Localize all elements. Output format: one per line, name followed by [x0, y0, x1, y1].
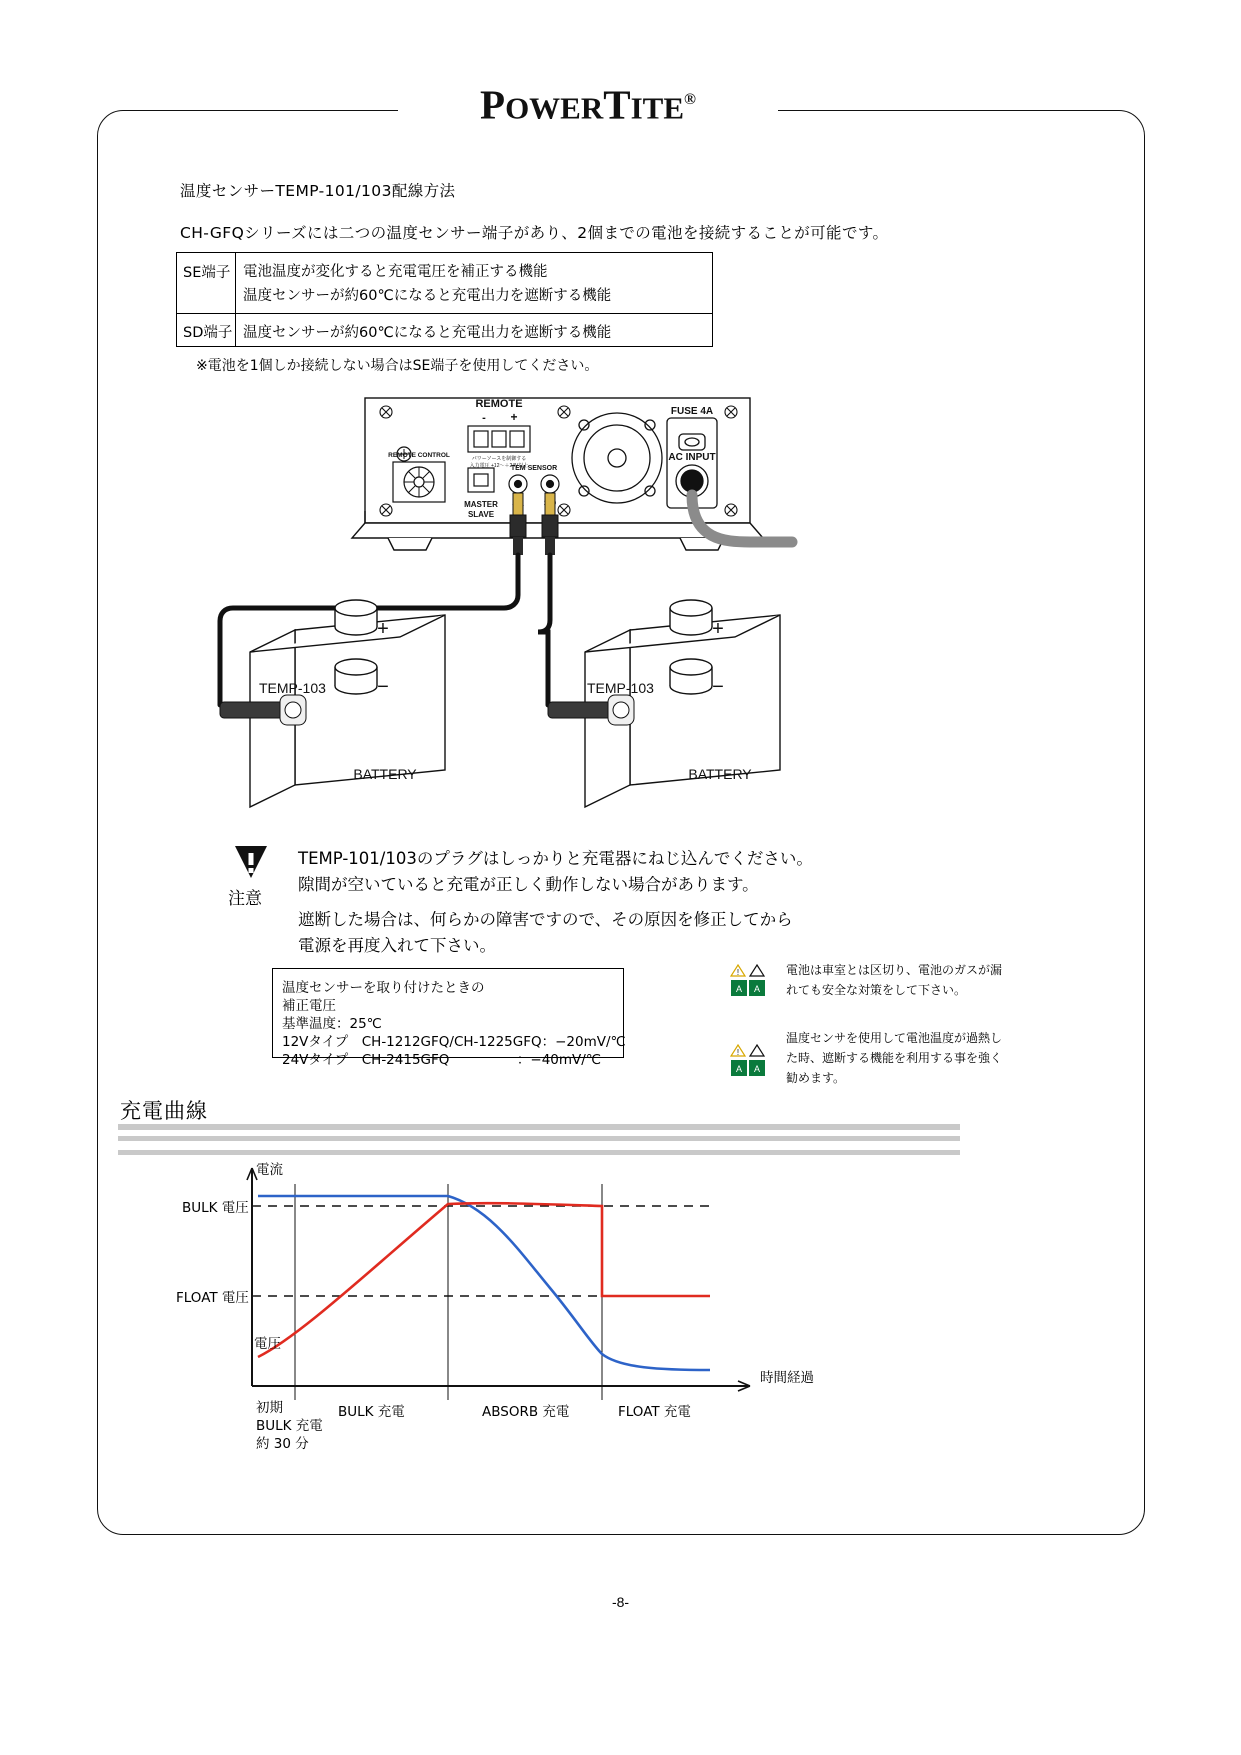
- compensation-voltage-box: [272, 968, 626, 1068]
- chart-axes: [247, 1168, 750, 1391]
- section-rule-2: [118, 1136, 960, 1141]
- warning-1-line-1: 電池は車室とは区切り、電池のガスが漏: [786, 963, 1003, 977]
- remote-plus-label: +: [510, 410, 518, 424]
- chart-float-voltage-label: FLOAT 電圧: [176, 1290, 249, 1306]
- warning-overheat-cutoff: [730, 1030, 1020, 1110]
- svg-text:!: !: [736, 968, 740, 977]
- svg-text:A: A: [735, 984, 743, 994]
- battery-right-plus: +: [712, 618, 724, 640]
- caution-label: 注意: [228, 889, 262, 909]
- page-number: -8-: [611, 1594, 630, 1610]
- svg-text:A: A: [735, 1064, 743, 1074]
- table-divider-vertical: [235, 253, 236, 346]
- stage-1-line-2: BULK 充電: [256, 1418, 323, 1434]
- chart-bulk-voltage-label: BULK 電圧: [182, 1200, 249, 1216]
- remote-note-2: 入力電圧 +12～＋24V以上: [469, 463, 529, 469]
- battery-left-minus: −: [377, 676, 389, 698]
- se-terminal-label: SE端子: [183, 265, 231, 281]
- stage-1-line-1: 初期: [256, 1400, 283, 1416]
- battery-left-plus: +: [377, 618, 389, 640]
- stage-4-label: FLOAT 充電: [618, 1404, 691, 1420]
- temp-sensor-left-label: TEMP-103: [259, 680, 326, 696]
- warning-battery-gas: [730, 962, 1010, 1022]
- caution-line-3: 遮断した場合は、何らかの障害ですので、その原因を修正してから: [298, 910, 793, 929]
- svg-text:!: !: [736, 1048, 740, 1057]
- chart-voltage-axis-label: 電圧: [254, 1336, 281, 1352]
- battery-right-label: BATTERY: [688, 766, 752, 782]
- se-terminal-desc-2: 温度センサーが約60℃になると充電出力を遮断する機能: [243, 288, 612, 304]
- comp-line-1: 温度センサーを取り付けたときの: [282, 980, 485, 996]
- single-battery-note: ※電池を1個しか接続しない場合はSE端子を使用してください。: [196, 358, 599, 374]
- temp-sensor-right-label: TEMP-103: [587, 680, 654, 696]
- warning-2-line-1: 温度センサを使用して電池温度が過熱し: [786, 1031, 1003, 1045]
- brand-t: T: [603, 81, 631, 128]
- terminal-table: [176, 252, 713, 347]
- fuse-label: FUSE 4A: [670, 406, 714, 417]
- se-terminal-desc-1: 電池温度が変化すると充電電圧を補正する機能: [243, 264, 548, 280]
- sensor-cable-right: [538, 555, 550, 705]
- brand-logo: [398, 78, 778, 131]
- chart-stage-dividers: [295, 1184, 602, 1400]
- charge-curve-chart: [176, 1160, 890, 1460]
- caution-line-4: 電源を再度入れて下さい。: [298, 936, 496, 955]
- battery-right-minus: −: [712, 676, 724, 698]
- intro-text: CH-GFQシリーズには二つの温度センサー端子があり、2個までの電池を接続することが可能です。: [180, 224, 889, 242]
- table-divider-horizontal: [177, 313, 712, 314]
- stage-1-line-3: 約 30 分: [256, 1436, 309, 1452]
- section-rule-3: [118, 1150, 960, 1155]
- section-rule-1: [118, 1124, 960, 1130]
- sd-terminal-label: SD端子: [183, 325, 233, 341]
- warning-1-line-2: れても安全な対策をして下さい。: [786, 983, 967, 997]
- comp-line-5: 24Vタイプ CH-2415GFQ ：−40mV/℃: [282, 1052, 601, 1068]
- stage-3-label: ABSORB 充電: [482, 1404, 570, 1420]
- brand-p: P: [480, 81, 506, 128]
- slave-label: SLAVE: [467, 510, 495, 519]
- warning-2-line-3: 勧めます。: [786, 1071, 846, 1085]
- remote-control-label: REMOTE CONTROL: [388, 452, 450, 459]
- battery-left-label: BATTERY: [353, 766, 417, 782]
- svg-text:A: A: [753, 1064, 761, 1074]
- remote-minus-label: -: [482, 412, 486, 424]
- stage-2-label: BULK 充電: [338, 1404, 405, 1420]
- svg-text:A: A: [753, 984, 761, 994]
- chart-current-axis-label: 電流: [256, 1162, 283, 1178]
- warning-2-line-2: た時、遮断する機能を利用する事を強く: [786, 1051, 1003, 1065]
- section-heading-wiring: 温度センサーTEMP-101/103配線方法: [180, 182, 456, 200]
- chart-voltage-curve: [258, 1203, 710, 1357]
- warning-symbols-icon: [730, 964, 774, 998]
- caution-line-2: 隙間が空いていると充電が正しく動作しない場合があります。: [298, 875, 759, 894]
- remote-label: REMOTE: [475, 398, 523, 410]
- sd-terminal-desc-1: 温度センサーが約60℃になると充電出力を遮断する機能: [243, 325, 612, 341]
- comp-line-2: 補正電圧: [282, 998, 336, 1014]
- caution-line-1: TEMP-101/103のプラグはしっかりと充電器にねじ込んでください。: [298, 849, 813, 868]
- comp-line-3: 基準温度：25℃: [282, 1016, 382, 1032]
- brand-ower: OWER: [505, 90, 604, 126]
- remote-note-1: パワーソースを制御する: [471, 456, 527, 462]
- chart-current-curve: [258, 1196, 710, 1370]
- brand-ite: ITE: [630, 90, 685, 126]
- comp-line-4: 12Vタイプ CH-1212GFQ/CH-1225GFQ：−20mV/℃: [282, 1034, 626, 1050]
- chart-time-axis-label: 時間経過: [760, 1370, 814, 1386]
- warning-symbols-icon-2: [730, 1044, 774, 1078]
- master-label: MASTER: [464, 500, 498, 509]
- tem-sensor-label: TEM SENSOR: [510, 465, 558, 472]
- registered-icon: ®: [684, 91, 696, 108]
- ac-input-label: AC INPUT: [668, 452, 716, 463]
- chart-level-lines: [252, 1206, 710, 1296]
- wiring-diagram: [180, 390, 1010, 830]
- section-title-charge-curve: 充電曲線: [120, 1099, 208, 1123]
